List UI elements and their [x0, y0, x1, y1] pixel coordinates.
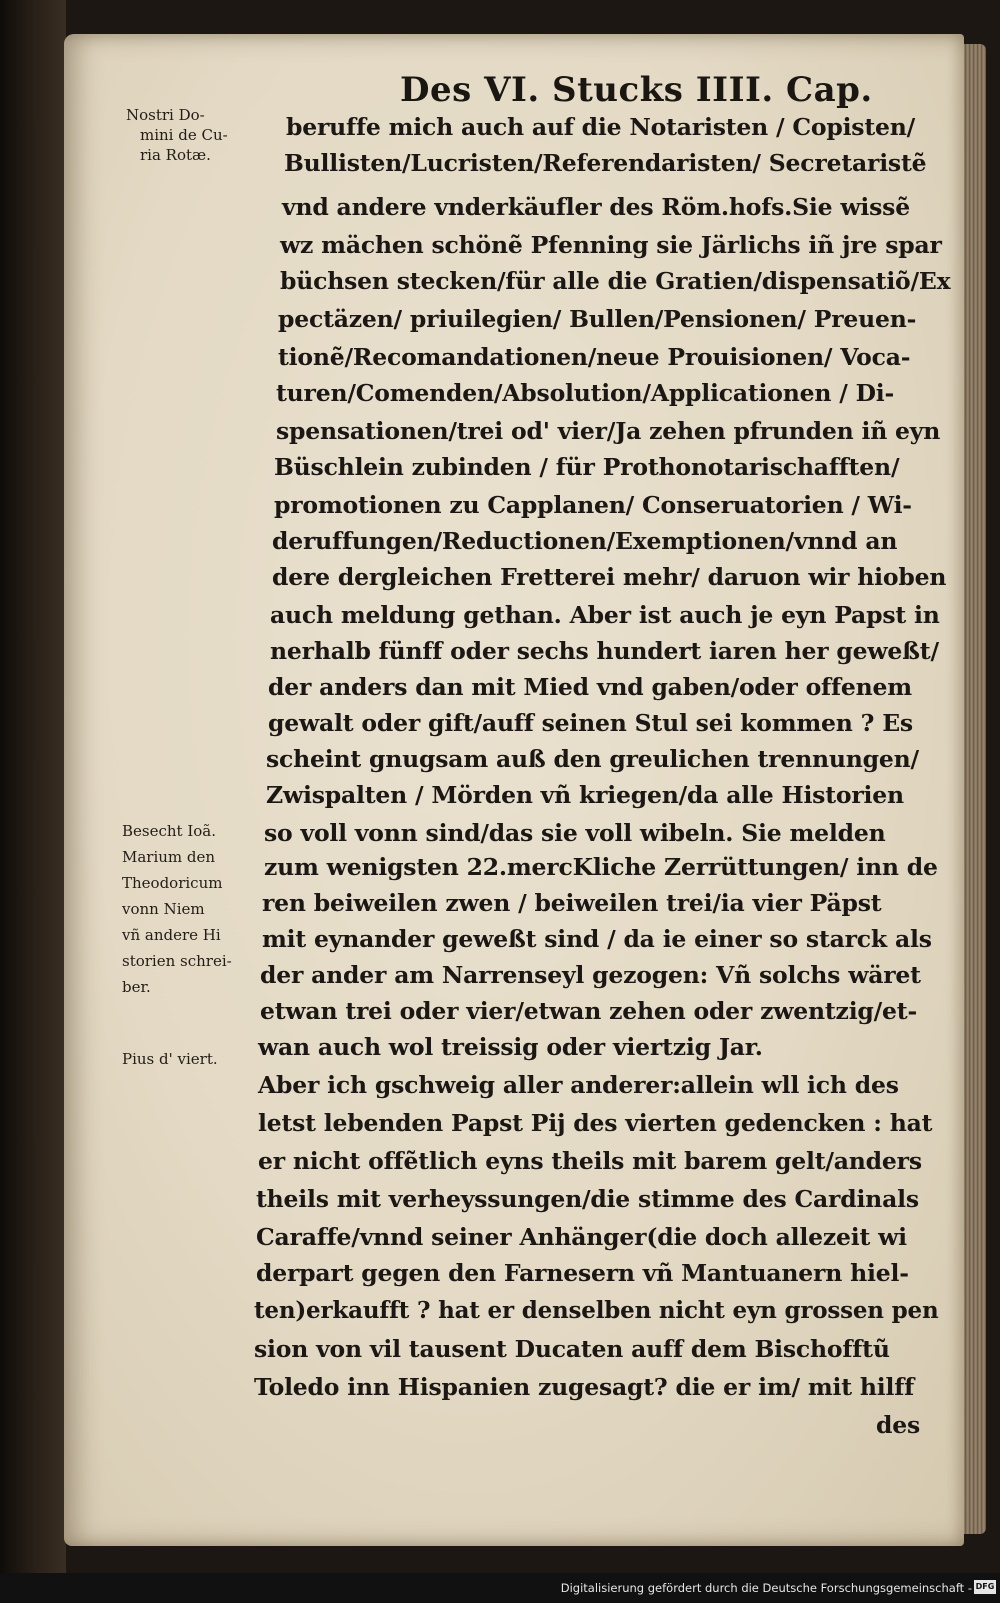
text-line: wan auch wol treissig oder viertzig Jar. [258, 1033, 763, 1061]
text-line: vnd andere vnderkäufler des Röm.hofs.Sie wissẽ [282, 193, 910, 221]
funding-notice: Digitalisierung gefördert durch die Deutsche Forschungsgemeinschaft - [560, 1581, 972, 1595]
text-line: Aber ich gschweig aller anderer:allein wll ich des [258, 1071, 899, 1099]
text-line: mit eynander geweßt sind / da ie einer so starck als [262, 925, 932, 953]
text-line: Bullisten/Lucristen/Referendaristen/ Secretaristẽ [284, 149, 927, 177]
marginal-note-line: Theodoricum [122, 874, 223, 892]
footer-bar [0, 1573, 1000, 1603]
marginal-note-line: storien schrei- [122, 952, 232, 970]
text-line: promotionen zu Capplanen/ Conseruatorien / Wi- [274, 491, 912, 519]
text-line: scheint gnugsam auß den greulichen trennungen/ [266, 745, 919, 773]
marginal-note-line: ber. [122, 978, 151, 996]
text-line: Zwispalten / Mörden vñ kriegen/da alle Historien [266, 781, 904, 809]
book-binding [0, 0, 66, 1603]
running-header: Des VI. Stucks IIII. Cap. [400, 70, 873, 110]
text-line: zum wenigsten 22.mercKliche Zerrüttungen/ inn de [264, 853, 938, 881]
text-line: derpart gegen den Farnesern vñ Mantuanern hiel- [256, 1259, 909, 1287]
marginal-note-line: vonn Niem [122, 900, 205, 918]
text-line: der ander am Narrenseyl gezogen: Vñ solchs wäret [260, 961, 921, 989]
text-line: Büschlein zubinden / für Prothonotarischafften/ [274, 453, 900, 481]
text-line: tionẽ/Recomandationen/neue Prouisionen/ Voca- [278, 343, 911, 371]
marginal-note-line: vñ andere Hi [122, 926, 221, 944]
text-line: ren beiweilen zwen / beiweilen trei/ia vier Päpst [262, 889, 882, 917]
catchword: des [876, 1411, 921, 1439]
text-line: spensationen/trei od' vier/Ja zehen pfrunden iñ eyn [276, 417, 941, 445]
text-line: wz mächen schönẽ Pfenning sie Järlichs iñ jre spar [280, 231, 942, 259]
text-line: Toledo inn Hispanien zugesagt? die er im/ mit hilff [254, 1373, 915, 1401]
text-line: dere dergleichen Fretterei mehr/ daruon wir hioben [272, 563, 947, 591]
text-line: sion von vil tausent Ducaten auff dem Bischofftũ [254, 1335, 890, 1363]
marginal-note-line: Pius d' viert. [122, 1050, 218, 1068]
marginal-note-line: Besecht Ioã. [122, 822, 216, 840]
text-line: pectäzen/ priuilegien/ Bullen/Pensionen/ Preuen- [278, 305, 917, 333]
text-line: der anders dan mit Mied vnd gaben/oder offenem [268, 673, 912, 701]
marginal-note-line: Marium den [122, 848, 216, 866]
marginal-note-line: Nostri Do- [126, 106, 205, 124]
text-line: theils mit verheyssungen/die stimme des Cardinals [256, 1185, 919, 1213]
marginal-note-line: ria Rotæ. [140, 146, 211, 164]
text-line: gewalt oder gift/auff seinen Stul sei kommen ? Es [268, 709, 913, 737]
text-line: ten)erkaufft ? hat er denselben nicht eyn grossen pen [254, 1297, 939, 1324]
marginal-note-line: mini de Cu- [140, 126, 228, 144]
text-line: beruffe mich auch auf die Notaristen / Copisten/ [286, 113, 916, 141]
text-line: etwan trei oder vier/etwan zehen oder zwentzig/et- [260, 997, 918, 1025]
text-line: nerhalb fünff oder sechs hundert iaren her geweßt/ [270, 637, 939, 665]
text-line: deruffungen/Reductionen/Exemptionen/vnnd an [272, 527, 898, 555]
text-line: er nicht offẽtlich eyns theils mit barem gelt/anders [258, 1147, 922, 1175]
text-line: Caraffe/vnnd seiner Anhänger(die doch allezeit wi [256, 1223, 907, 1251]
dfg-logo: DFG [974, 1580, 996, 1594]
text-line: büchsen stecken/für alle die Gratien/dispensatiõ/Ex [280, 267, 951, 295]
text-line: auch meldung gethan. Aber ist auch je eyn Papst in [270, 601, 940, 629]
text-line: so voll vonn sind/das sie voll wibeln. Sie melden [264, 819, 886, 847]
text-line: turen/Comenden/Absolution/Applicationen / Di- [276, 379, 895, 407]
text-line: letst lebenden Papst Pij des vierten gedencken : hat [258, 1109, 933, 1137]
